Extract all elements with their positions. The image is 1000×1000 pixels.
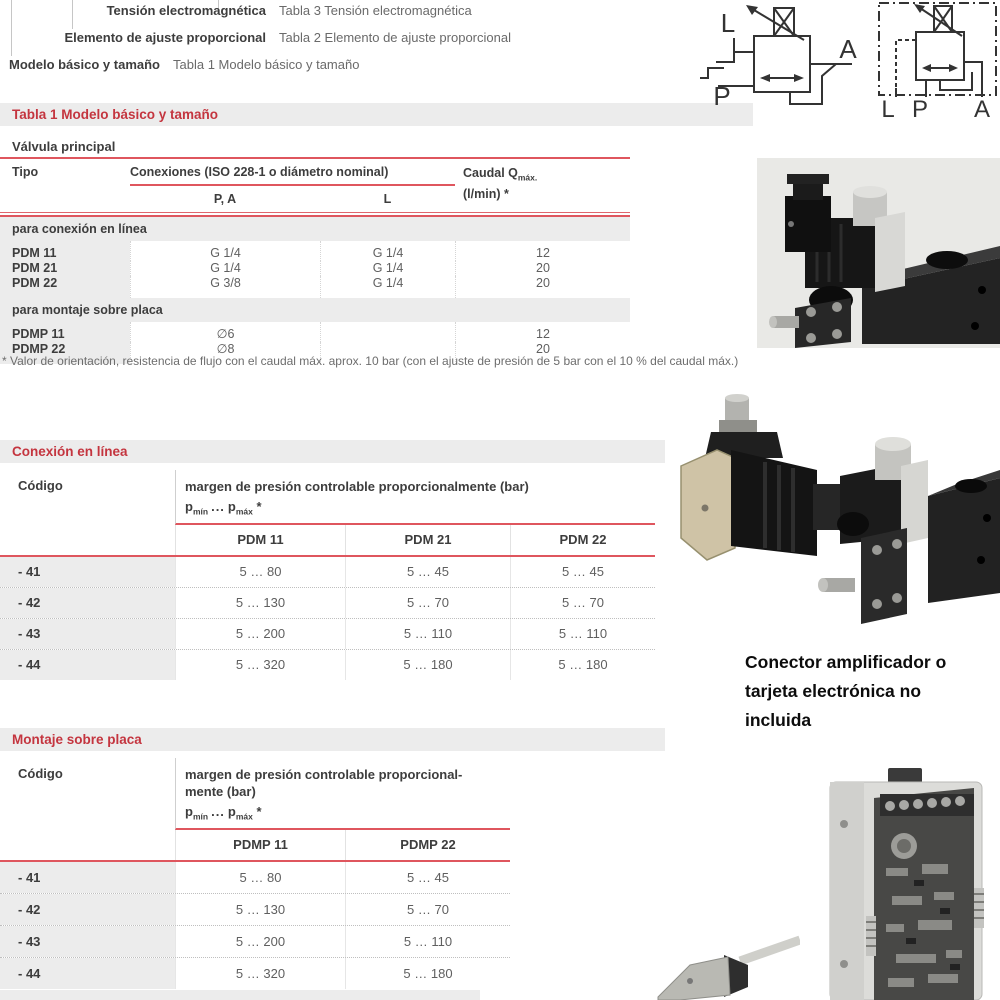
callout-label: Modelo básico y tamaño [9, 57, 160, 72]
col-header-tipo: Tipo [12, 165, 39, 179]
callout-row [0, 3, 472, 19]
pressure-header-line2: mente (bar) [185, 784, 256, 799]
table-row: PDMP 11 ∅6 12 [0, 322, 630, 342]
col-header-pdmp11: PDMP 11 [175, 830, 345, 860]
table1-bar-title: Tabla 1 Modelo básico y tamaño [12, 107, 219, 122]
port-a-label: A [839, 34, 857, 64]
table-row: - 41 5 … 80 5 … 45 5 … 45 [0, 557, 655, 587]
pressure-header-line1: margen de presión controlable proporcional- [185, 767, 463, 782]
port-p-label: P [713, 81, 731, 106]
callout-ref: Tabla 1 Modelo básico y tamaño [173, 57, 360, 72]
pressure-range-label: $p_{mín}$ ... $p_{máx}$ * [185, 804, 262, 822]
amplifier-card-photo [822, 768, 1000, 1000]
col-header-l: L [383, 192, 392, 206]
table-row: PDM 22 G 3/8 G 1/4 20 [0, 276, 630, 298]
col-header-pdm21: PDM 21 [345, 525, 510, 555]
col-header-pdm22: PDM 22 [510, 525, 655, 555]
plate-section-bar [0, 728, 665, 751]
table-basic-model [0, 157, 630, 364]
port-a-label: A [973, 96, 991, 120]
pdm-valve-photo [757, 158, 1000, 348]
pressure-header: margen de presión controlable proporcionalmente (bar) [185, 479, 529, 494]
pressure-range-label: $p_{mín}$ ... $p_{máx}$ * [185, 499, 262, 517]
table-row: - 42 5 … 130 5 … 70 [0, 893, 510, 925]
subplate-valve-symbol [876, 0, 1000, 120]
inline-section-title: Conexión en línea [12, 444, 128, 459]
callout-ref: Tabla 3 Tensión electromagnética [279, 3, 472, 18]
table-row: - 44 5 … 320 5 … 180 5 … 180 [0, 649, 655, 680]
col-header-pdm11: PDM 11 [175, 525, 345, 555]
adjust-arrowhead [914, 4, 925, 13]
port-l-label: L [881, 96, 895, 120]
table1-subtitle: Válvula principal [12, 139, 116, 154]
callout-row [0, 30, 511, 46]
table1-header-bar [0, 103, 753, 126]
connector-note: Conector amplificador o tarjeta electrónica no incluida [745, 652, 947, 730]
callout-label: Tensión electromagnética [106, 3, 266, 18]
col-header-codigo: Código [18, 766, 63, 781]
table-row: PDM 21 G 1/4 G 1/4 20 [0, 261, 630, 276]
col-header-pdmp22: PDMP 22 [345, 830, 510, 860]
callout-ref: Tabla 2 Elemento de ajuste proporcional [279, 30, 511, 45]
table-plate-pressure [0, 758, 510, 989]
footnote: * Valor de orientación, resistencia de flujo con el caudal máx. aprox. 10 bar (con el ajuste de presión de 5 bar con el 10 % del caudal máx.) [2, 354, 739, 368]
pdmp-valve-with-connector-photo [665, 388, 1000, 638]
col-header-caudal: Caudal $Q_{máx.}$ (l/min) * [463, 166, 538, 201]
adjust-arrowhead [746, 5, 758, 15]
port-l-label: L [720, 8, 736, 38]
port-p-label: P [911, 96, 929, 120]
table-row: - 43 5 … 200 5 … 110 5 … 110 [0, 618, 655, 649]
inline-valve-symbol [698, 2, 862, 106]
col-header-codigo: Código [18, 478, 63, 493]
section-row-inline: para conexión en línea [0, 217, 630, 241]
table-row: - 43 5 … 200 5 … 110 [0, 925, 510, 957]
table-row: - 42 5 … 130 5 … 70 5 … 70 [0, 587, 655, 618]
col-header-pa: P, A [213, 192, 237, 206]
callout-row [0, 57, 359, 73]
next-section-bar-cropped [0, 990, 480, 1000]
col-header-conexiones: Conexiones (ISO 228-1 o diámetro nominal) [130, 159, 455, 186]
callout-label: Elemento de ajuste proporcional [64, 30, 266, 45]
section-row-plate: para montaje sobre placa [0, 298, 630, 322]
table-inline-pressure [0, 470, 655, 680]
table-row: - 44 5 … 320 5 … 180 [0, 957, 510, 989]
table-row: PDM 11 G 1/4 G 1/4 12 [0, 241, 630, 261]
table-row: - 41 5 … 80 5 … 45 [0, 862, 510, 893]
inline-section-bar [0, 440, 665, 463]
table-row: PDMP 22 ∅8 20 [0, 342, 630, 364]
plate-section-title: Montaje sobre placa [12, 732, 142, 747]
amplifier-connector-cable-photo [650, 935, 800, 1000]
